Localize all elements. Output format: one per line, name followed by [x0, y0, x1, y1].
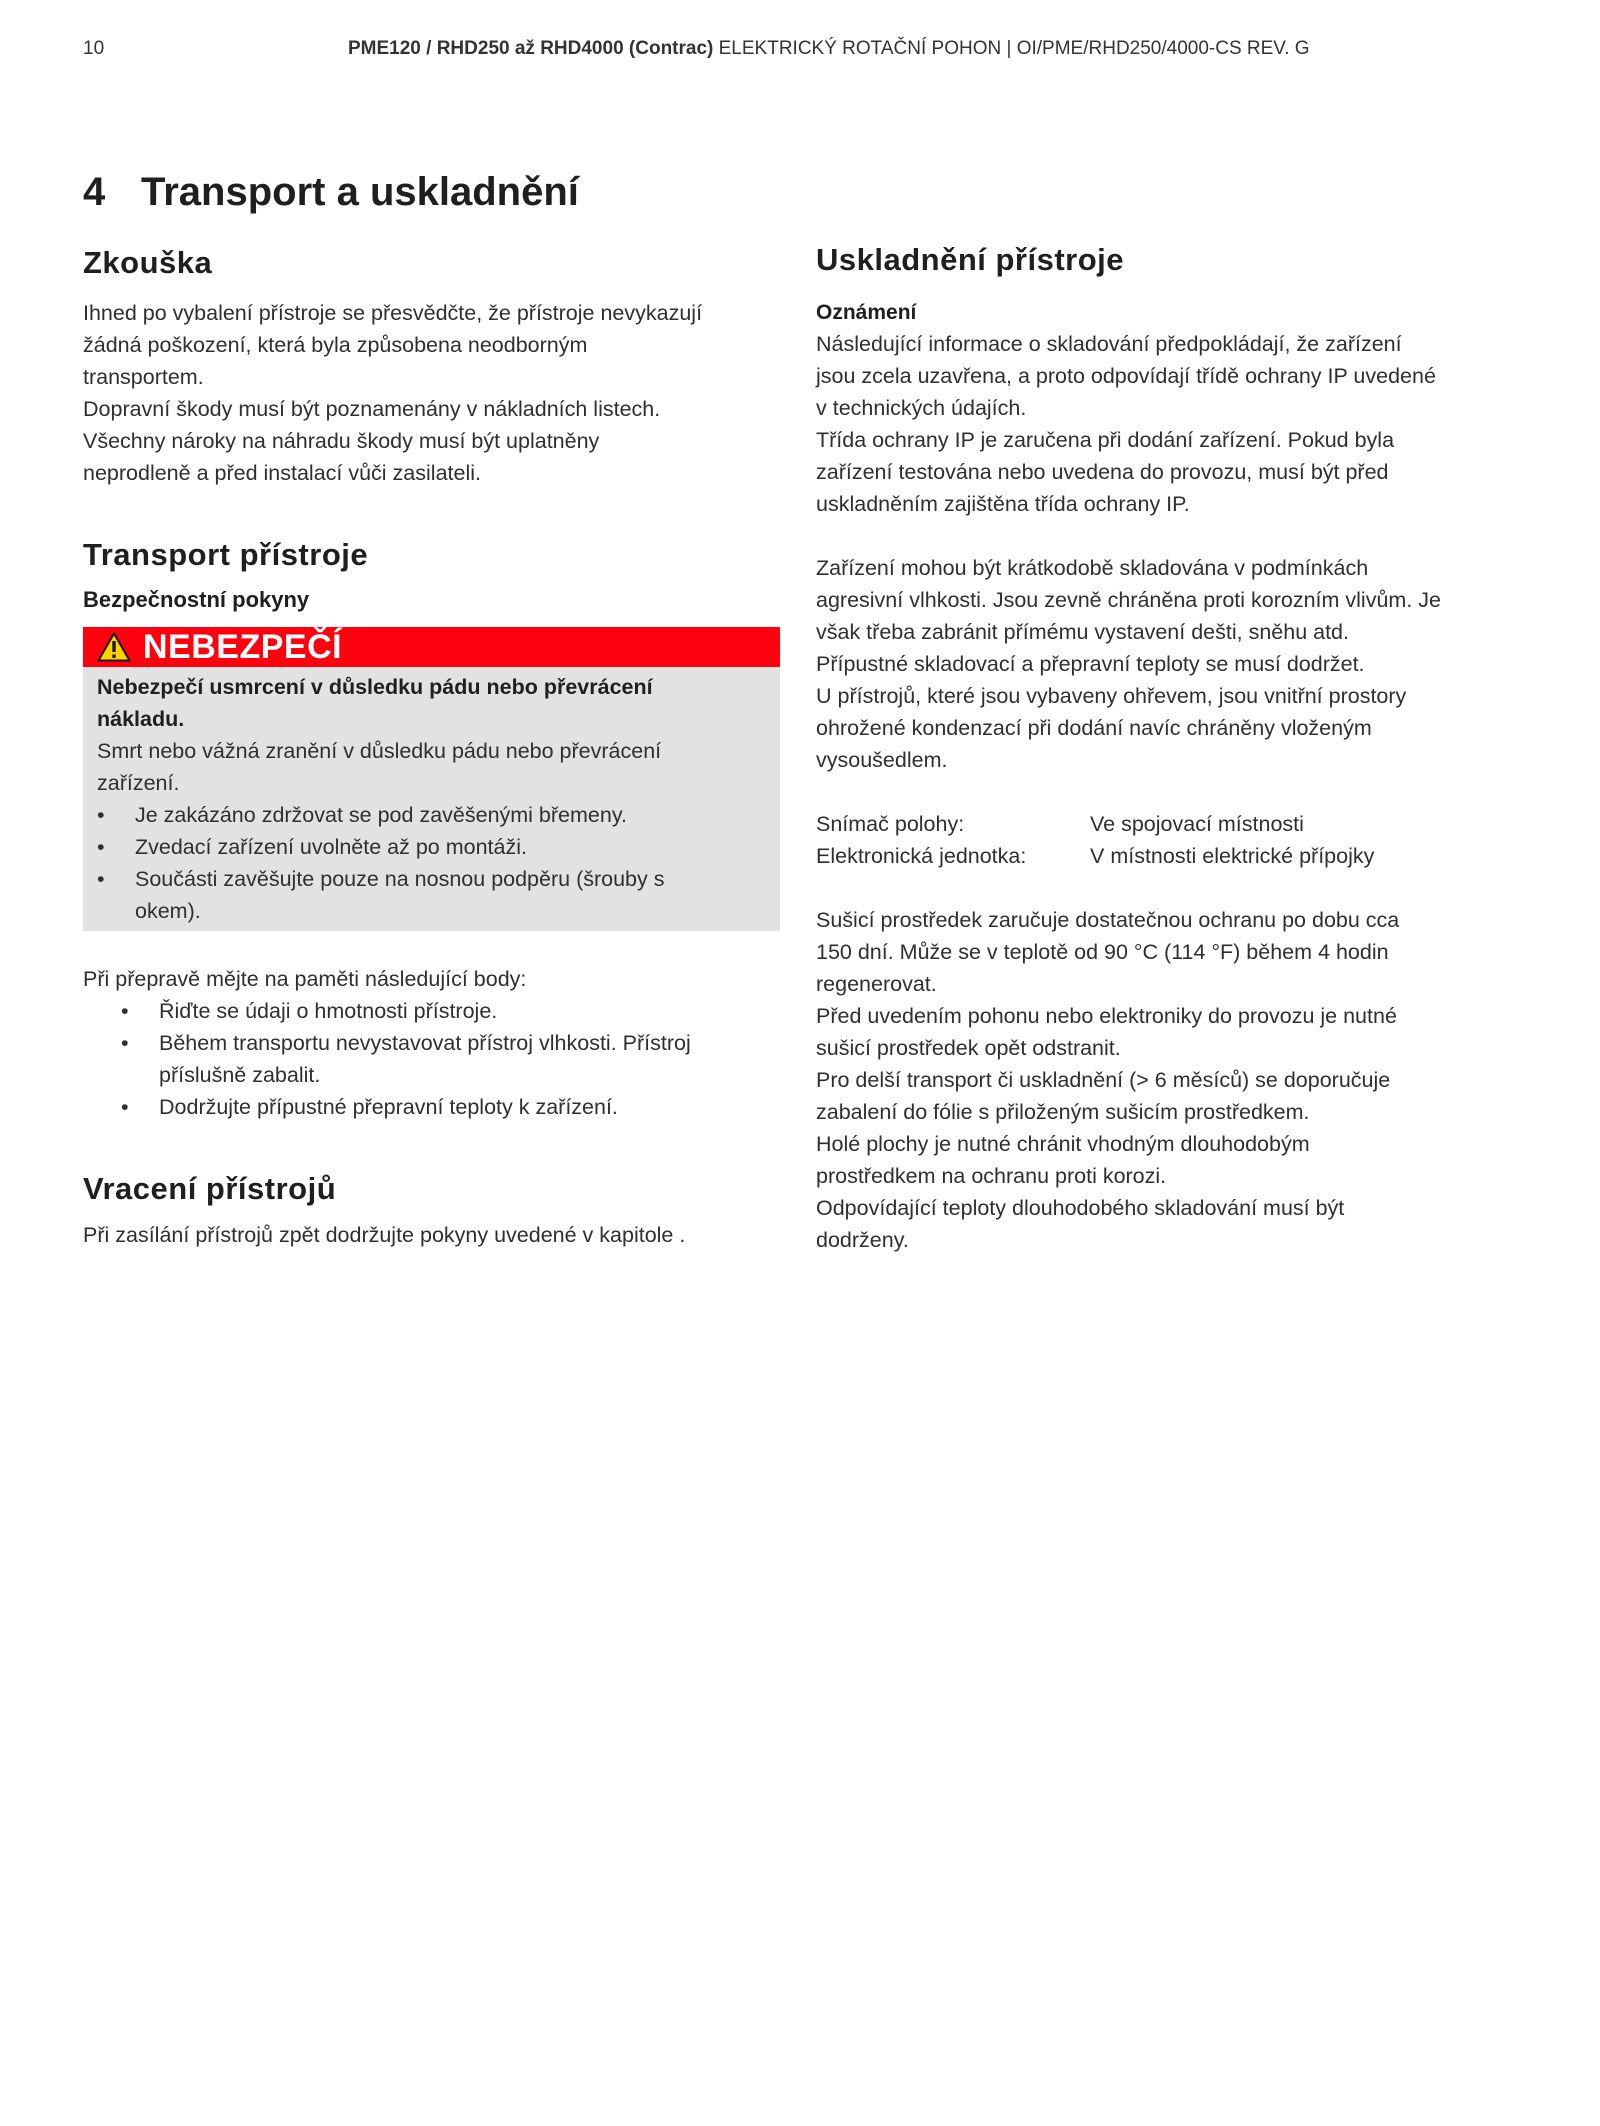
- chapter-number: 4: [83, 170, 106, 214]
- text-line: žádná poškození, která byla způsobena neodborným: [83, 333, 588, 357]
- table-row: [816, 808, 1516, 840]
- text-line: Sušicí prostředek zaručuje dostatečnou ochranu po dobu cca: [816, 908, 1400, 932]
- text-line: v technických údajích.: [816, 396, 1027, 420]
- text-line: Následující informace o skladování předpokládají, že zařízení: [816, 332, 1402, 356]
- text-line: Dopravní škody musí být poznamenány v nákladních listech.: [83, 397, 661, 421]
- text-line: Ihned po vybalení přístroje se přesvědčte, že přístroje nevykazují: [83, 301, 703, 325]
- text-line: Zařízení mohou být krátkodobě skladována v podmínkách: [816, 556, 1369, 580]
- text-line: jsou zcela uzavřena, a proto odpovídají třídě ochrany IP uvedené: [816, 364, 1436, 388]
- storage-para-2: [816, 552, 1516, 776]
- text-line: prostředkem na ochranu proti korozi.: [816, 1164, 1167, 1188]
- text-line: sušicí prostředek opět odstranit.: [816, 1036, 1121, 1060]
- table-value: Ve spojovací místnosti: [1090, 812, 1304, 836]
- text-line: agresivní vlhkosti. Jsou zevně chráněna proti korozním vlivům. Je: [816, 588, 1441, 612]
- text-line: Odpovídající teploty dlouhodobého skladování musí být: [816, 1196, 1345, 1220]
- text-line: zabalení do fólie s přiloženým sušicím prostředkem.: [816, 1100, 1310, 1124]
- list-item-text: Je zakázáno zdržovat se pod zavěšenými břemeny.: [135, 803, 627, 827]
- list-item: [97, 831, 766, 863]
- bullet: •: [121, 1095, 129, 1119]
- transport-bullet-list: [83, 995, 780, 1123]
- table-value: V místnosti elektrické přípojky: [1090, 844, 1375, 868]
- text-line: uskladněním zajištěna třída ochrany IP.: [816, 492, 1190, 516]
- subheading-safety: Bezpečnostní pokyny: [83, 587, 310, 612]
- zkouska-text: [83, 297, 780, 489]
- notice-label: Oznámení: [816, 301, 917, 324]
- running-header-product: PME120 / RHD250 až RHD4000 (Contrac): [348, 38, 714, 59]
- text-line: Třída ochrany IP je zaručena při dodání zařízení. Pokud byla: [816, 428, 1395, 452]
- danger-bullet-list: [97, 799, 766, 927]
- text-line: ohrožené kondenzací při dodání navíc chráněny vloženým: [816, 716, 1372, 740]
- table-key: Snímač polohy:: [816, 812, 965, 836]
- bullet: •: [121, 999, 129, 1023]
- bullet: •: [97, 835, 105, 859]
- storage-location-table: [816, 808, 1516, 872]
- section-heading-transport: Transport přístroje: [83, 537, 369, 572]
- section-heading-zkouska: Zkouška: [83, 245, 213, 280]
- list-item-text: Součásti zavěšujte pouze na nosnou podpěru (šrouby s: [135, 867, 665, 891]
- left-column: [83, 240, 780, 1251]
- list-item: [97, 863, 766, 927]
- text-line: U přístrojů, které jsou vybaveny ohřevem, jsou vnitřní prostory: [816, 684, 1407, 708]
- text-line: vysoušedlem.: [816, 748, 948, 772]
- bullet: •: [97, 867, 105, 891]
- danger-header: [83, 627, 780, 667]
- table-row: [816, 840, 1516, 872]
- text-line: regenerovat.: [816, 972, 937, 996]
- danger-title-line: Nebezpečí usmrcení v důsledku pádu nebo převrácení: [97, 675, 653, 699]
- list-item: [83, 1027, 780, 1091]
- warning-triangle-icon: [97, 632, 131, 662]
- transport-intro: Při přepravě mějte na paměti následující body:: [83, 967, 527, 991]
- section-heading-uskladneni: Uskladnění přístroje: [816, 242, 1125, 277]
- list-item-text: Řiďte se údaji o hmotnosti přístroje.: [159, 999, 498, 1023]
- text-line: 150 dní. Může se v teplotě od 90 °C (114 °F) během 4 hodin: [816, 940, 1389, 964]
- text-line: neprodleně a před instalací vůči zasilateli.: [83, 461, 481, 485]
- chapter-title: [83, 170, 579, 215]
- running-header: [348, 38, 1310, 60]
- text-line: Pro delší transport či uskladnění (> 6 měsíců) se doporučuje: [816, 1068, 1391, 1092]
- danger-text-line: zařízení.: [97, 771, 180, 795]
- text-line: zařízení testována nebo uvedena do provozu, musí být před: [816, 460, 1389, 484]
- bullet: •: [97, 803, 105, 827]
- page-number: 10: [83, 38, 105, 59]
- bullet: •: [121, 1031, 129, 1055]
- storage-para-1: [816, 328, 1516, 520]
- table-key: Elektronická jednotka:: [816, 844, 1027, 868]
- storage-para-3: [816, 904, 1516, 1256]
- danger-text-line: Smrt nebo vážná zranění v důsledku pádu nebo převrácení: [97, 739, 662, 763]
- danger-title-line: nákladu.: [97, 707, 185, 731]
- running-header-doc: ELEKTRICKÝ ROTAČNÍ POHON | OI/PME/RHD250/4000-CS REV. G: [713, 38, 1310, 59]
- text-line: Přípustné skladovací a přepravní teploty se musí dodržet.: [816, 652, 1365, 676]
- list-item: [83, 995, 780, 1027]
- danger-label: NEBEZPEČÍ: [143, 627, 343, 666]
- list-item-text: příslušně zabalit.: [159, 1063, 321, 1087]
- list-item-text: Zvedací zařízení uvolněte až po montáži.: [135, 835, 527, 859]
- list-item: [83, 1091, 780, 1123]
- text-line: Všechny nároky na náhradu škody musí být uplatněny: [83, 429, 600, 453]
- danger-box: [83, 627, 780, 931]
- text-line: Holé plochy je nutné chránit vhodným dlouhodobým: [816, 1132, 1310, 1156]
- list-item-text: okem).: [135, 899, 201, 923]
- section-heading-vraceni: Vracení přístrojů: [83, 1171, 337, 1206]
- text-line: transportem.: [83, 365, 204, 389]
- vraceni-text: Při zasílání přístrojů zpět dodržujte pokyny uvedené v kapitole .: [83, 1223, 686, 1247]
- list-item-text: Během transportu nevystavovat přístroj vlhkosti. Přístroj: [159, 1031, 691, 1055]
- text-line: dodrženy.: [816, 1228, 909, 1252]
- list-item: [97, 799, 766, 831]
- text-line: však třeba zabránit přímému vystavení dešti, sněhu atd.: [816, 620, 1349, 644]
- chapter-title-text: Transport a uskladnění: [141, 170, 579, 214]
- list-item-text: Dodržujte přípustné přepravní teploty k zařízení.: [159, 1095, 618, 1119]
- text-line: Před uvedením pohonu nebo elektroniky do provozu je nutné: [816, 1004, 1397, 1028]
- right-column: [816, 240, 1516, 1256]
- danger-body: [83, 667, 780, 931]
